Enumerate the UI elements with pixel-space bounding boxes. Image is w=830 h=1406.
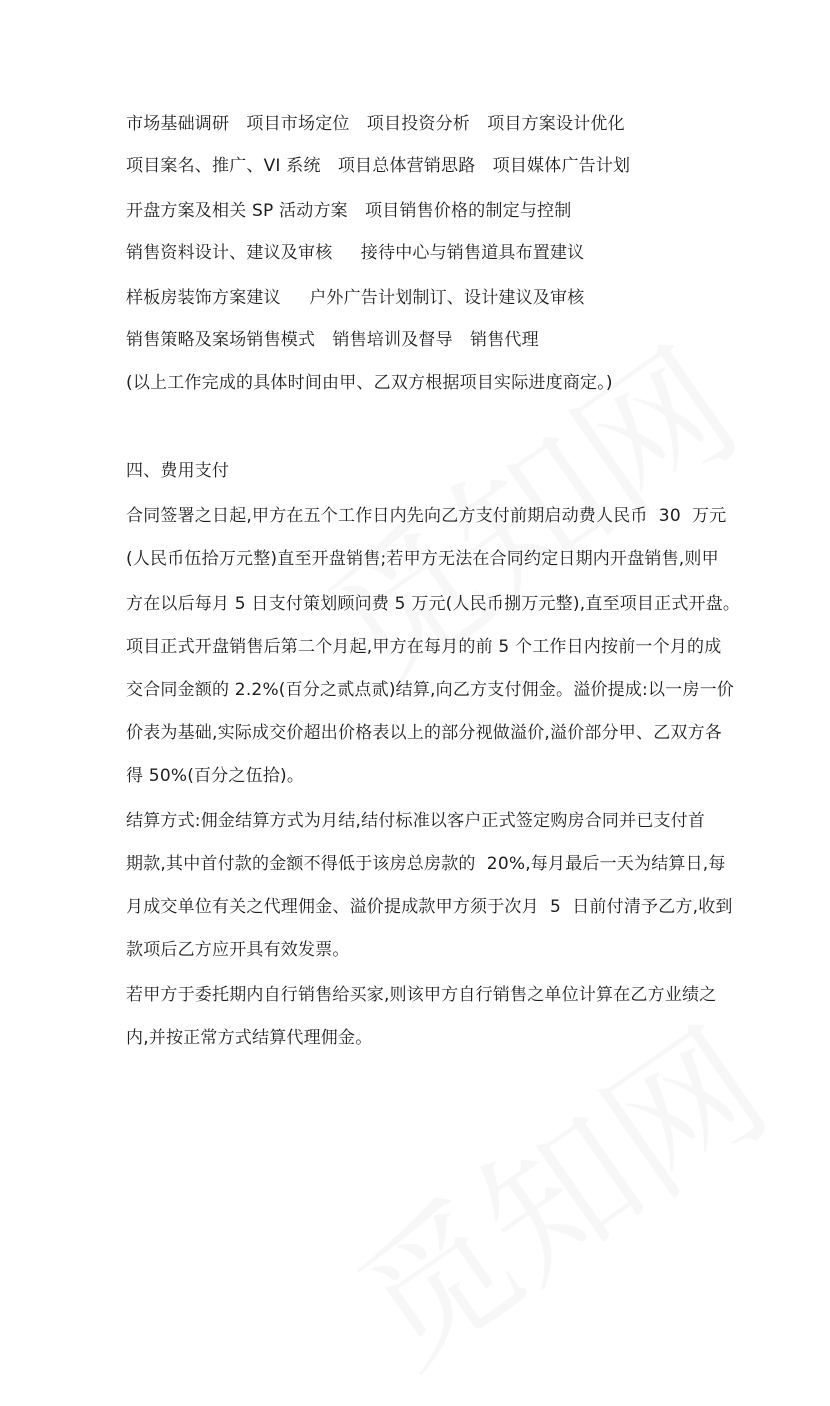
paragraph-line: 项目正式开盘销售后第二个月起,甲方在每月的前 5 个工作日内按前一个月的成 <box>126 637 722 657</box>
watermark-bottom <box>309 970 802 1405</box>
service-line-4: 销售资料设计、建议及审核 接待中心与销售道具布置建议 <box>126 243 585 263</box>
paragraph-line: 内,并按正常方式结算代理佣金。 <box>126 1028 373 1048</box>
service-line-2: 项目案名、推广、VI 系统 项目总体营销思路 项目媒体广告计划 <box>126 156 631 176</box>
service-line-5: 样板房装饰方案建议 户外广告计划制订、设计建议及审核 <box>126 288 585 308</box>
timing-note: (以上工作完成的具体时间由甲、乙双方根据项目实际进度商定。) <box>126 373 613 393</box>
paragraph-line: 得 50%(百分之伍拾)。 <box>126 766 305 786</box>
service-line-3: 开盘方案及相关 SP 活动方案 项目销售价格的制定与控制 <box>126 201 572 221</box>
section-heading: 四、费用支付 <box>126 461 230 481</box>
paragraph-line: 方在以后每月 5 日支付策划顾问费 5 万元(人民币捌万元整),直至项目正式开盘。 <box>126 594 741 614</box>
paragraph-line: 结算方式:佣金结算方式为月结,结付标准以客户正式签定购房合同并已支付首 <box>126 811 706 831</box>
paragraph-line: 月成交单位有关之代理佣金、溢价提成款甲方须于次月 5 日前付清予乙方,收到 <box>126 897 733 917</box>
paragraph-line: (人民币伍拾万元整)直至开盘销售;若甲方无法在合同约定日期内开盘销售,则甲 <box>126 549 719 569</box>
paragraph-line: 款项后乙方应开具有效发票。 <box>126 940 350 960</box>
paragraph-line: 合同签署之日起,甲方在五个工作日内先向乙方支付前期启动费人民币 30 万元 <box>126 506 727 526</box>
paragraph-line: 价表为基础,实际成交价超出价格表以上的部分视做溢价,溢价部分甲、乙双方各 <box>126 723 723 743</box>
service-line-1: 市场基础调研 项目市场定位 项目投资分析 项目方案设计优化 <box>126 114 625 134</box>
paragraph-line: 期款,其中首付款的金额不得低于该房总房款的 20%,每月最后一天为结算日,每 <box>126 854 726 874</box>
paragraph-line: 交合同金额的 2.2%(百分之贰点贰)结算,向乙方支付佣金。溢价提成:以一房一价 <box>126 680 734 700</box>
paragraph-line: 若甲方于委托期内自行销售给买家,则该甲方自行销售之单位计算在乙方业绩之 <box>126 985 717 1005</box>
service-line-6: 销售策略及案场销售模式 销售培训及督导 销售代理 <box>126 330 539 350</box>
